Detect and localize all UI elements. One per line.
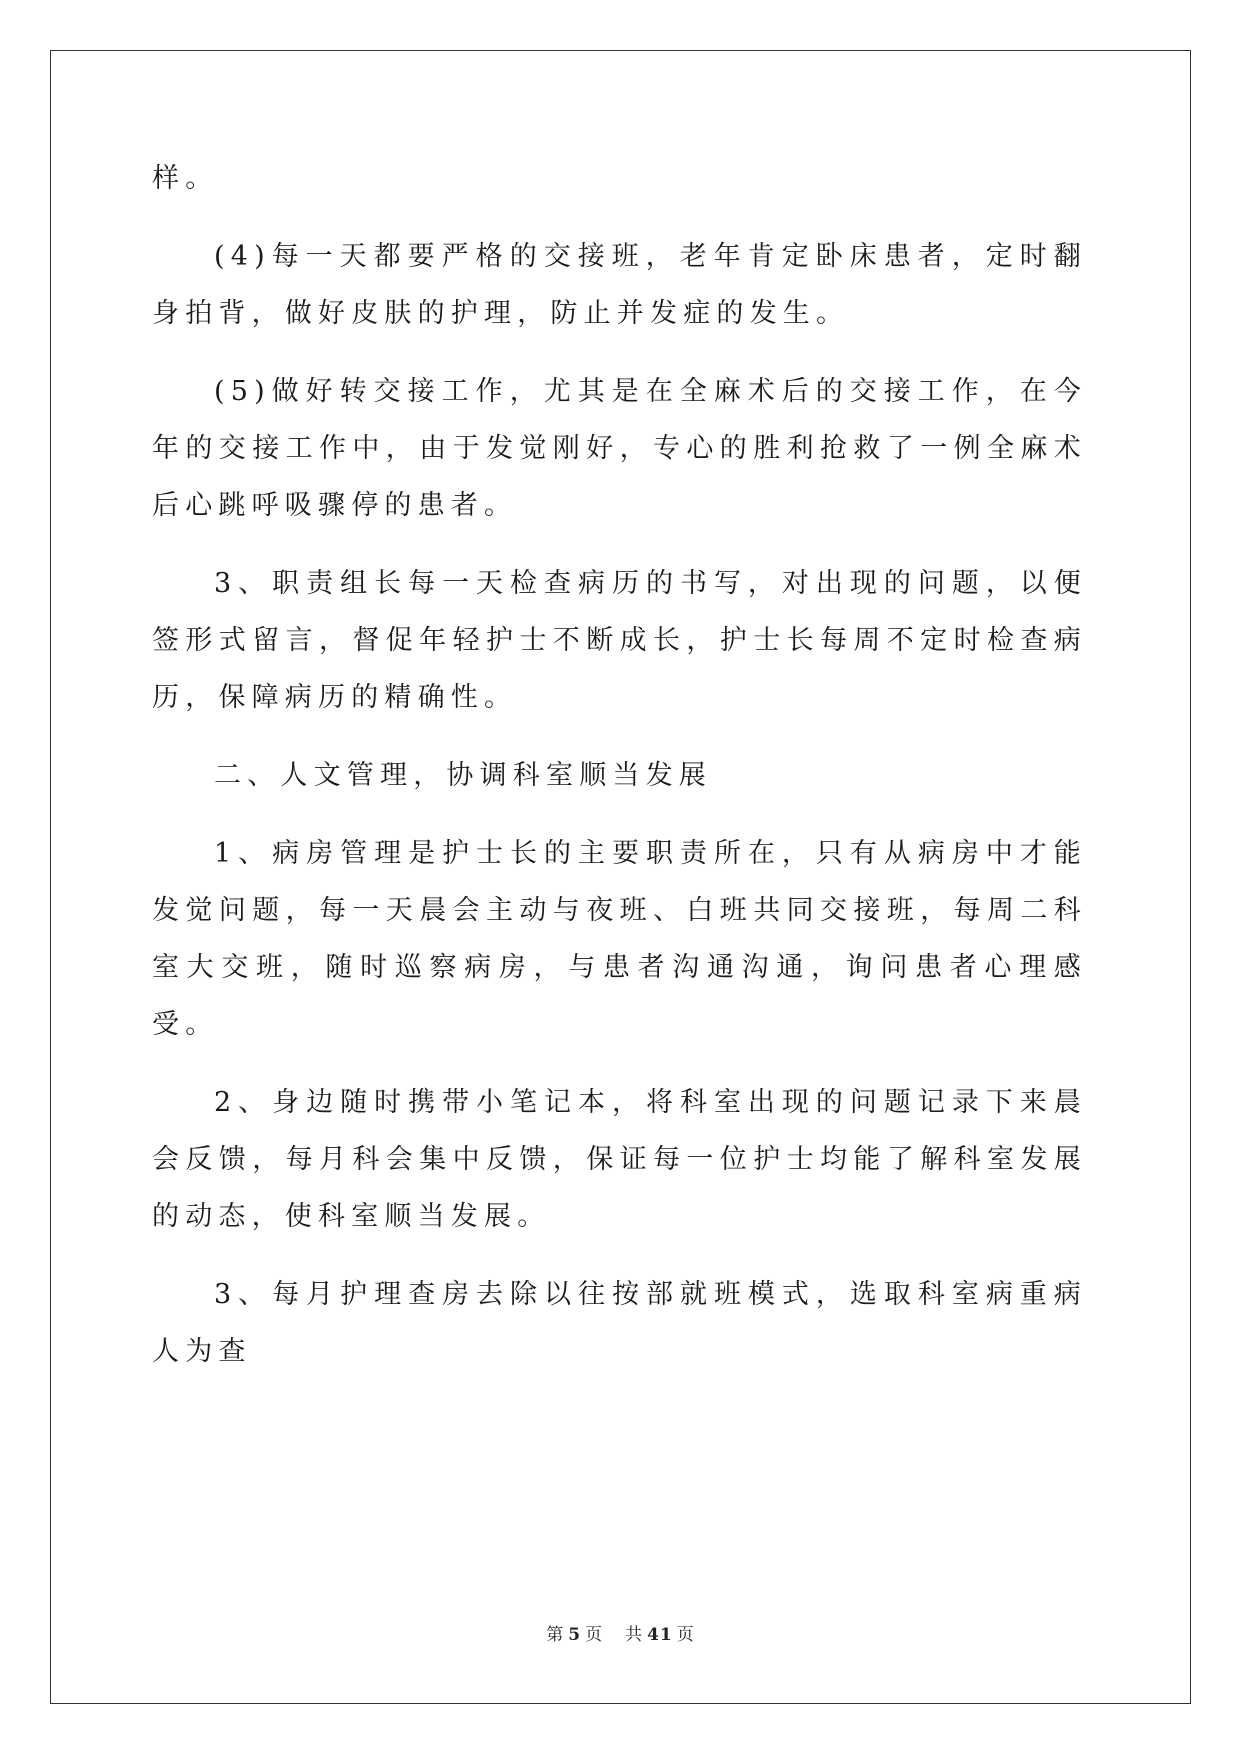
total-pages: 41 — [647, 1625, 673, 1645]
paragraph-7: 2、身边随时携带小笔记本，将科室出现的问题记录下来晨会反馈，每月科会集中反馈，保证每一位护士均能了解科室发展的动态，使科室顺当发展。 — [152, 1087, 1087, 1232]
total-suffix: 页 — [676, 1625, 695, 1645]
paragraph-2: (4)每一天都要严格的交接班，老年肯定卧床患者，定时翻身拍背，做好皮肤的护理，防止并发症的发生。 — [152, 241, 1087, 329]
paragraph-6: 1、病房管理是护士长的主要职责所在，只有从病房中才能发觉问题，每一天晨会主动与夜班、白班共同交接班，每周二科室大交班，随时巡察病房，与患者沟通沟通，询问患者心理感受。 — [152, 838, 1087, 1040]
page-footer — [0, 1620, 1241, 1645]
total-prefix: 共 — [625, 1625, 644, 1645]
paragraph-4: 3、职责组长每一天检查病历的书写，对出现的问题，以便签形式留言，督促年轻护士不断成长，护士长每周不定时检查病历，保障病历的精确性。 — [152, 568, 1087, 713]
page-suffix: 页 — [585, 1625, 604, 1645]
section-heading: 二、人文管理，协调科室顺当发展 — [214, 760, 712, 791]
paragraph-1: 样。 — [152, 163, 219, 194]
paragraph-8: 3、每月护理查房去除以往按部就班模式，选取科室病重病人为查 — [152, 1279, 1087, 1367]
paragraph-3: (5)做好转交接工作，尤其是在全麻术后的交接工作，在今年的交接工作中，由于发觉刚好，专心的胜利抢救了一例全麻术后心跳呼吸骤停的患者。 — [152, 376, 1087, 521]
page-prefix: 第 — [546, 1625, 565, 1645]
document-body — [152, 150, 1087, 1380]
page-number: 5 — [568, 1625, 582, 1645]
